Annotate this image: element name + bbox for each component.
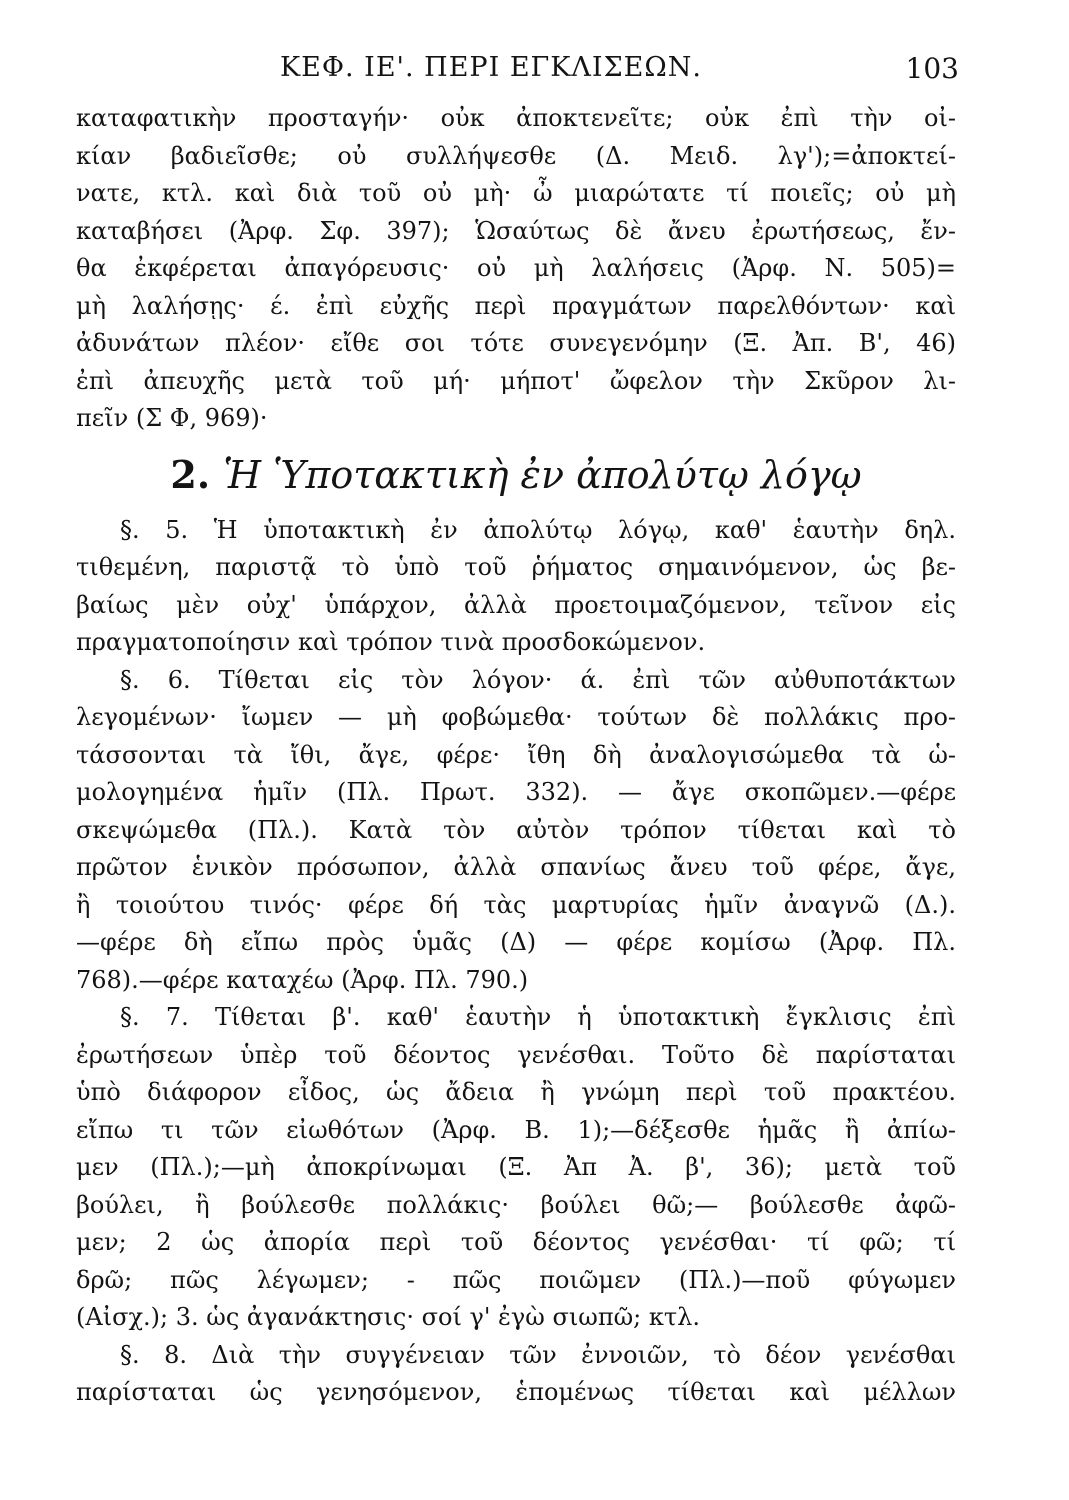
- text-line: μεν (Πλ.);—μὴ ἀποκρίνωμαι (Ξ. Ἀπ Ἀ. β', 36); μετὰ τοῦ: [76, 1153, 956, 1181]
- paragraph-block-2: [76, 512, 956, 1412]
- text-line: §. 5. Ἡ ὑποτακτικὴ ἐν ἀπολύτῳ λόγῳ, καθ' ἑαυτὴν δηλ.: [120, 515, 956, 544]
- text-line: μὴ λαλήσῃς· έ. ἐπὶ εὐχῆς περὶ πραγμάτων παρελθόντων· καὶ: [76, 291, 956, 320]
- text-line: πραγματοποίησιν καὶ τρόπον τινὰ προσδοκώμενον.: [76, 628, 706, 656]
- text-line: βαίως μὲν οὐχ' ὑπάρχον, ἀλλὰ προετοιμαζόμενον, τεῖνον εἰς: [76, 590, 956, 619]
- text-line: βούλει, ἢ βούλεσθε πολλάκις· βούλει θῶ;— βούλεσθε ἀφῶ-: [76, 1190, 956, 1219]
- text-line: νατε, κτλ. καὶ διὰ τοῦ οὐ μὴ· ὦ μιαρώτατε τί ποιεῖς; οὐ μὴ: [76, 179, 956, 207]
- text-line: εἴπω τι τῶν εἰωθότων (Ἀρφ. Β. 1);—δέξεσθε ἡμᾶς ἢ ἀπίω-: [76, 1115, 956, 1144]
- text-line: θα ἐκφέρεται ἀπαγόρευσις· οὐ μὴ λαλήσεις (Ἀρφ. Ν. 505)=: [76, 254, 956, 282]
- text-line: τάσσονται τὰ ἴθι, ἄγε, φέρε· ἴθη δὴ ἀναλογισώμεθα τὰ ὡ-: [76, 740, 956, 769]
- page-number: 103: [905, 52, 959, 85]
- text-line: μολογημένα ἡμῖν (Πλ. Πρωτ. 332). — ἄγε σκοπῶμεν.—φέρε: [76, 778, 956, 806]
- text-line: §. 7. Τίθεται β'. καθ' ἑαυτὴν ἡ ὑποτακτικὴ ἔγκλισις ἐπὶ: [120, 1003, 956, 1031]
- text-line: λεγομένων· ἴωμεν — μὴ φοβώμεθα· τούτων δὲ πολλάκις προ-: [76, 703, 956, 731]
- section-heading: [76, 442, 956, 508]
- text-line: ἐρωτήσεων ὑπὲρ τοῦ δέοντος γενέσθαι. Τοῦτο δὲ παρίσταται: [76, 1040, 956, 1069]
- text-line: δρῶ; πῶς λέγωμεν; - πῶς ποιῶμεν (Πλ.)—ποῦ φύγωμεν: [76, 1265, 956, 1294]
- text-line: ἐπὶ ἀπευχῆς μετὰ τοῦ μή· μήποτ' ὤφελον τὴν Σκῦρον λι-: [76, 366, 956, 395]
- page-header: [0, 52, 1069, 92]
- text-line: σκεψώμεθα (Πλ.). Κατὰ τὸν αὐτὸν τρόπον τίθεται καὶ τὸ: [76, 815, 956, 844]
- text-line: §. 6. Τίθεται εἰς τὸν λόγον· ά. ἐπὶ τῶν αὐθυποτάκτων: [120, 665, 956, 694]
- body-text: [76, 100, 956, 1412]
- section-number: 2.: [170, 451, 211, 497]
- text-line: μεν; 2 ὡς ἀπορία περὶ τοῦ δέοντος γενέσθαι· τί φῶ; τί: [76, 1228, 956, 1256]
- text-line: §. 8. Διὰ τὴν συγγένειαν τῶν ἐννοιῶν, τὸ δέον γενέσθαι: [120, 1340, 956, 1369]
- text-line: —φέρε δὴ εἴπω πρὸς ὑμᾶς (Δ) — φέρε κομίσω (Ἀρφ. Πλ.: [76, 928, 956, 956]
- text-line: τιθεμένη, παριστᾷ τὸ ὑπὸ τοῦ ῥήματος σημαινόμενον, ὡς βε-: [76, 553, 956, 581]
- text-line: πρῶτον ἑνικὸν πρόσωπον, ἀλλὰ σπανίως ἄνευ τοῦ φέρε, ἄγε,: [76, 853, 956, 881]
- text-line: 768).—φέρε καταχέω (Ἀρφ. Πλ. 790.): [76, 965, 529, 994]
- text-line: καταφατικὴν προσταγήν· οὐκ ἀποκτενεῖτε; οὐκ ἐπὶ τὴν οἰ-: [76, 104, 956, 132]
- text-line: καταβήσει (Ἀρφ. Σφ. 397); Ὡσαύτως δὲ ἄνευ ἐρωτήσεως, ἔν-: [76, 216, 956, 245]
- text-line: πεῖν (Σ Φ, 969)·: [76, 404, 268, 432]
- text-line: παρίσταται ὡς γενησόμενον, ἑπομένως τίθεται καὶ μέλλων: [76, 1378, 956, 1406]
- text-line: κίαν βαδιεῖσθε; οὐ συλλήψεσθε (Δ. Μειδ. λγ');=ἀποκτεί-: [76, 141, 956, 170]
- text-line: ἀδυνάτων πλέον· εἴθε σοι τότε συνεγενόμην (Ξ. Ἀπ. Β', 46): [76, 329, 956, 357]
- text-line: ὑπὸ διάφορον εἶδος, ὡς ἄδεια ἢ γνώμη περὶ τοῦ πρακτέου.: [76, 1078, 956, 1106]
- text-line: (Αἰσχ.); 3. ὡς ἀγανάκτησις· σοί γ' ἐγὼ σιωπῶ; κτλ.: [76, 1303, 701, 1331]
- running-title: ΚΕΦ. ΙΕ'. ΠΕΡΙ ΕΓΚΛΙΣΕΩΝ.: [280, 52, 702, 83]
- text-line: ἢ τοιούτου τινός· φέρε δή τὰς μαρτυρίας ἡμῖν ἀναγνῶ (Δ.).: [76, 890, 956, 919]
- section-title: Ἡ Ὑποτακτικὴ ἐν ἀπολύτῳ λόγῳ: [223, 452, 862, 497]
- paragraph-block-1: [76, 100, 956, 438]
